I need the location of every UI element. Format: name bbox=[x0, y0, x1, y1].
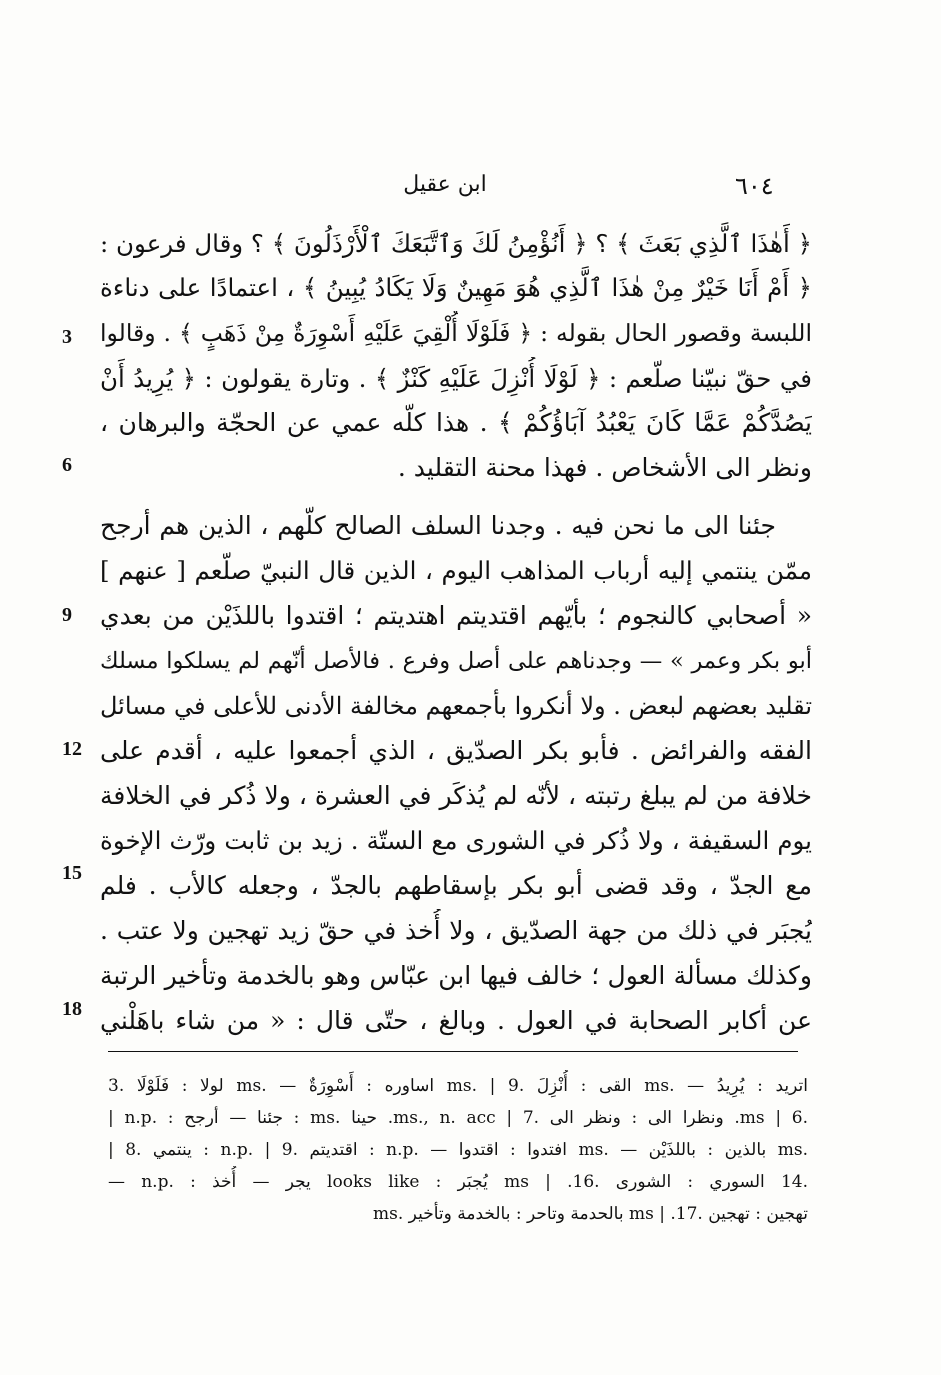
text-line: وكذلك مسألة العول ؛ خالف فيها ابن عبّاس وهو بالخدمة وتأخير الرتبة bbox=[100, 961, 812, 990]
line-number: 18 bbox=[62, 998, 82, 1020]
text-line: في حقّ نبيّنا صلّعم : ﴿ لَوْلَا أُنْزِلَ عَلَيْهِ كَنْزٌ ﴾ . وتارة يقولون : ﴿ يُرِيدُ أَنْ bbox=[100, 364, 812, 393]
text-line: جئنا الى ما نحن فيه . وجدنا السلف الصالح كلّهم ، الذين هم أرجح bbox=[100, 511, 776, 540]
text-line: « أصحابي كالنجوم ؛ بأيّهم اقتديتم اهتديتم ؛ اقتدوا باللذَيْن من بعدي bbox=[100, 601, 812, 630]
line-number: 6 bbox=[62, 454, 72, 476]
text-line: تقليد بعضهم لبعض . ولا أنكروا بأجمعهم مخالفة الأدنى للأعلى في مسائل bbox=[100, 692, 812, 720]
footnote-rule bbox=[108, 1051, 798, 1052]
page-number: ٦٠٤ bbox=[735, 172, 774, 200]
text-line: اللبسة وقصور الحال بقوله : ﴿ فَلَوْلَا أُلْقِيَ عَلَيْهِ أَسْوِرَةٌ مِنْ ذَهَبٍ ﴾ . وقالوا bbox=[100, 319, 812, 347]
footnote-line: اتريد : يُرِيدُ — .ms القى : أُنْزِلَ .9 | .ms اساوره : أَسْوِرَةٌ — .ms لولا : فَلَوْلَا .3 bbox=[108, 1076, 808, 1096]
footnote-line: .14 السوري : الشورى .ms | .16 يُجبَر : looks like يجر — أُخذ : .n.p — bbox=[108, 1172, 808, 1192]
footnote-line: .ms | 6. ونظرا الى : ونظر الى .ms., n. acc | 7. حينا .ms : جئنا — أرجح : .n.p | bbox=[108, 1108, 808, 1128]
text-line: يوم السقيفة ، ولا ذُكر في الشورى مع الستّة . زيد بن ثابت ورّث الإخوة bbox=[100, 826, 812, 855]
text-line: ﴿ أَمْ أَنَا خَيْرٌ مِنْ هٰذَا ٱلَّذِي هُوَ مَهِينٌ وَلَا يَكَادُ يُبِينُ ﴾ ، اعتمادًا على دناءة bbox=[100, 273, 812, 302]
text-line: ﴿ أَهٰذَا ٱلَّذِي بَعَثَ ﴾ ؟ ﴿ أَنُؤْمِنُ لَكَ وَٱتَّبَعَكَ ٱلْأَرْذَلُونَ ﴾ ؟ وقال فرعون : bbox=[100, 229, 812, 258]
text-line: عن أكابر الصحابة في العول . وبالغ ، حتّى قال : « من شاء باهَلْني bbox=[100, 1006, 812, 1035]
line-number: 3 bbox=[62, 326, 72, 348]
text-line: يَصُدَّكُمْ عَمَّا كَانَ يَعْبُدُ آبَاؤُكُمْ ﴾ . هذا كلّه عمي عن الحجّة والبرهان ، bbox=[100, 408, 812, 437]
text-line: الفقه والفرائض . فأبو بكر الصدّيق ، الذي أجمعوا عليه ، أقدم على bbox=[100, 736, 812, 765]
footnote-line: تهجين : تهجين .ms | .17 بالحدمة وتاحر : بالخدمة وتأخير .ms bbox=[373, 1204, 808, 1224]
text-line: ممّن ينتمي إليه أرباب المذاهب اليوم ، الذين قال النبيّ صلّعم [ عنهم ] bbox=[100, 556, 812, 585]
text-line: مع الجدّ ، وقد قضى أبو بكر بإسقاطهم بالجدّ ، وجعله كالأب . فلم bbox=[100, 871, 812, 900]
line-number: 9 bbox=[62, 604, 72, 626]
line-number: 15 bbox=[62, 862, 82, 884]
text-line: ونظر الى الأشخاص . فهذا محنة التقليد . bbox=[397, 453, 812, 482]
running-head: ابن عقيل bbox=[403, 172, 487, 197]
footnote-line: .ms بالذين : باللذَيْن — .ms افتدوا : اقتدوا — .n.p : اقتديتم .9 | .n.p : ينتمي .8 | bbox=[108, 1140, 808, 1160]
text-line: أبو بكر وعمر » — وجدناهم على أصل وفرع . فالأصل أنّهم لم يسلكوا مسلك bbox=[100, 648, 812, 674]
text-line: يُجبَر في ذلك من جهة الصدّيق ، ولا أُخذ في حقّ زيد تهجين ولا عتب . bbox=[100, 916, 812, 945]
line-number: 12 bbox=[62, 738, 82, 760]
text-line: خلافة من لم يبلغ رتبته ، لأنّه لم يُذكَر في العشرة ، ولا ذُكر في الخلافة bbox=[100, 781, 812, 810]
